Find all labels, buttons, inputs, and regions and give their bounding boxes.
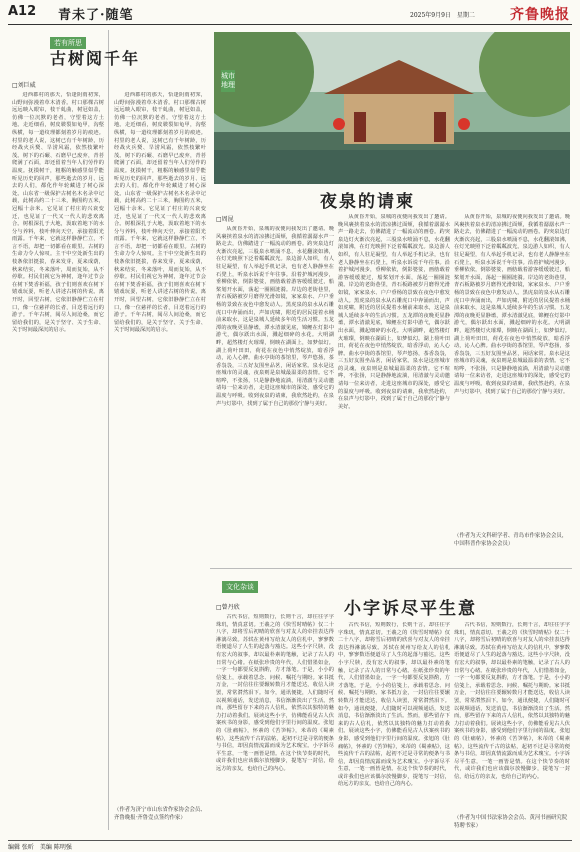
article3-body-col2: 古代书信，短则数行，长则千言，却往往字字珠玑，情真意切。王羲之的《快雪时晴帖》仅二十八字，却将雪后初晴的欣喜与对友人的牵挂表达得淋漓尽致。苏轼在黄州写给友人的信札中，寥寥数语便道尽了人生的起落与豁达。这些小字尺牍，没有宏大的叙事，却以最朴素的笔触，记录了古人的日常与心绪。在纸张珍贵的年代，人们惜墨如金，一字一句都要反复斟酌，方才落笔。于是，小小的信笺上，承载着思念、问候、嘱托与期盼。家书抵万金，一封信往往要辗转数月才能送达，收信人读罢，常常潸然泪下。如今，通讯便捷，人们随时可以视频通话，发送消息，书信渐渐淡出了生活。然而，那些留存下来的古人信札，依然以其独特的魅力打动着我们。展读这些小字，仿佛能看见古人伏案疾书的身影，感受到他们字里行间的温度。张旭的《肚痛帖》，怀素的《苦笋帖》，米芾的《蜀素帖》，这些流传千古的法帖，起初不过是寻常的便条与书信，却因真情流露而成为艺术瑰宝。小字诉尽平生意，一笔一画皆是情。在这个快节奏的时代，或许我们也应该偶尔放慢脚步，提笔写一封信，给远方的亲友，也给自己的内心。	[338, 622, 450, 788]
page-number: A12	[8, 4, 37, 19]
section-divider	[210, 568, 572, 569]
page-header	[8, 4, 572, 25]
article3-body-col3: 古代书信，短则数行，长则千言，却往往字字珠玑，情真意切。王羲之的《快雪时晴帖》仅二十八字，却将雪后初晴的欣喜与对友人的牵挂表达得淋漓尽致。苏轼在黄州写给友人的信札中，寥寥数语便道尽了人生的起落与豁达。这些小字尺牍，没有宏大的叙事，却以最朴素的笔触，记录了古人的日常与心绪。在纸张珍贵的年代，人们惜墨如金，一字一句都要反复斟酌，方才落笔。于是，小小的信笺上，承载着思念、问候、嘱托与期盼。家书抵万金，一封信往往要辗转数月才能送达，收信人读罢，常常潸然泪下。如今，通讯便捷，人们随时可以视频通话，发送消息，书信渐渐淡出了生活。然而，那些留存下来的古人信札，依然以其独特的魅力打动着我们。展读这些小字，仿佛能看见古人伏案疾书的身影，感受到他们字里行间的温度。张旭的《肚痛帖》，怀素的《苦笋帖》，米芾的《蜀素帖》，这些流传千古的法帖，起初不过是寻常的便条与书信，却因真情流露而成为艺术瑰宝。小字诉尽平生意，一笔一画皆是情。在这个快节奏的时代，或许我们也应该偶尔放慢脚步，提笔写一封信，给远方的亲友，也给自己的内心。	[454, 622, 570, 780]
newspaper-logo: 齐鲁晚报	[510, 7, 570, 23]
article2-title: 夜泉的请柬	[320, 192, 415, 212]
spring-photo	[214, 32, 570, 184]
article2-author: □周昆	[216, 216, 234, 223]
photo-tag: 城市地理	[221, 70, 235, 92]
article2-body-col1: 从黄昏开始，泉城的夜便向我发出了邀请。晚风裹挟着泉水的清凉拂过面颊，我循着潺潺水声一路走去，仿佛踏进了一幅流动的画卷。趵突泉边灯火渐次亮起，三股泉水喷涌不息，水花翻滚如沸，在灯光映照下泛着粼粼波光。泉边游人如织，有人驻足凝望，有人举起手机记录，也有老人静静坐在石凳上，听泉水诉说千年往事。沿着护城河漫步，垂柳依依，倒影婆娑，画舫载着游客缓缓驶过，船桨划开水面，荡起一圈圈涟漪。岸边的老街巷里，青石板路被岁月磨得光滑如镜，家家泉水、户户垂杨的景致在夜色中愈发动人。黑虎泉的泉水从石雕虎口中奔涌而出，声如虎啸，附近的居民提着水桶前来取水，这是泉城人延续多年的生活习惯。五龙潭的夜晚更显静谧，潭水清澈见底，锦鲤在灯影中游弋，偶尔跃出水面，溅起细碎的水花。大明湖畔，超然楼灯火璀璨，倒映在湖面上，如梦似幻。湖上荷叶田田，荷花在夜色中悄然绽放，暗香浮动，沁人心脾。曲水亭街的茶馆里，琴声悠扬，茶香袅袅，三五好友围坐品茗，闲话家常。泉水是这座城市的灵魂，夜泉则是泉城最温柔的表情。它不喧哗，不张扬，只是静静地流淌，用清澈与灵动邀请每一位来访者，走进这座城市的深处，感受它的温度与呼吸。收到夜泉的请柬，我欣然赴约，在泉声与灯影中，找到了属于自己的那份宁静与美好。	[216, 226, 334, 407]
article3-author: □曾丹欣	[216, 604, 240, 611]
article1-bio: （作者为济宁市山东省作家协会会员、齐鲁晚报·齐鲁壹点签约作家）	[114, 807, 206, 821]
article3-bio: （作者为中国书法家协会会员、黄河书画研究院特聘书家）	[454, 815, 568, 829]
article1-body-col1: 进西郡村的那天，恰逢阴雨初霁，山野间弥漫着草木清香。村口那棵古树远远映入眼帘，枝干虬曲，树冠如盖，仿佛一位沉默的老者，守望着这方土地。走近细看，树皮皲裂如龟甲，沟壑纵横，每一道纹理都刻着岁月的痕迹。村里的老人说，这树已有千年树龄，历经战火兵燹、旱涝风霜，依然枝繁叶茂。树下的石碾、石磨早已废弃，青苔爬满了石面，却还留着当年人们劳作的温度。抚摸树干，粗粝的触感里似乎能听见历史的回声，那些逝去的岁月、远去的人们，都化作年轮藏进了树心深处。山东省一级保护古树名木名录中记载，此树高约二十三米，胸围约五米，冠幅十余米。它见证了村庄的兴衰变迁，也见证了一代又一代人的悲欢离合。树根深扎于大地，汲取着地下的水分与养料，枝叶伸向天空，承接着阳光雨露。千年来，它就这样静静伫立，不言不语，却把一切都看在眼里。古树的生命力令人惊叹。主干中空处新生出的枝条依旧挺拔，春来发芽，夏来成荫，秋来结实，冬来落叶，周而复始，从不停歇。村民们视它为神树，逢年过节会在树下焚香祈福，孩子们则喜欢在树下嬉戏玩耍，听老人讲述古树的传说。离开时，回望古树，它依旧静静伫立在村口，像一位慈祥的长者，目送着远行的游子。千年古树，阅尽人间沧桑，而它留给我们的，是关于坚守、关于生命、关于时间最深沉的启示。	[12, 92, 104, 334]
page-footer: 编辑 张昕 美编 陈明强	[8, 840, 572, 851]
article2-body-col2: 从黄昏开始，泉城的夜便向我发出了邀请。晚风裹挟着泉水的清凉拂过面颊，我循着潺潺水声一路走去，仿佛踏进了一幅流动的画卷。趵突泉边灯火渐次亮起，三股泉水喷涌不息，水花翻滚如沸，在灯光映照下泛着粼粼波光。泉边游人如织，有人驻足凝望，有人举起手机记录，也有老人静静坐在石凳上，听泉水诉说千年往事。沿着护城河漫步，垂柳依依，倒影婆娑，画舫载着游客缓缓驶过，船桨划开水面，荡起一圈圈涟漪。岸边的老街巷里，青石板路被岁月磨得光滑如镜，家家泉水、户户垂杨的景致在夜色中愈发动人。黑虎泉的泉水从石雕虎口中奔涌而出，声如虎啸，附近的居民提着水桶前来取水，这是泉城人延续多年的生活习惯。五龙潭的夜晚更显静谧，潭水清澈见底，锦鲤在灯影中游弋，偶尔跃出水面，溅起细碎的水花。大明湖畔，超然楼灯火璀璨，倒映在湖面上，如梦似幻。湖上荷叶田田，荷花在夜色中悄然绽放，暗香浮动，沁人心脾。曲水亭街的茶馆里，琴声悠扬，茶香袅袅，三五好友围坐品茗，闲话家常。泉水是这座城市的灵魂，夜泉则是泉城最温柔的表情。它不喧哗，不张扬，只是静静地流淌，用清澈与灵动邀请每一位来访者，走进这座城市的深处，感受它的温度与呼吸。收到夜泉的请柬，我欣然赴约，在泉声与灯影中，找到了属于自己的那份宁静与美好。	[338, 214, 450, 410]
pavilion-photo-image	[214, 32, 570, 184]
issue-date: 2025年9月9日 星期二	[410, 12, 475, 19]
article1-author: □刘巨威	[12, 82, 36, 89]
article3-tag: 文化杂谈	[222, 574, 258, 593]
section-title: 青未了·随笔	[58, 8, 134, 23]
article3-title: 小字诉尽平生意	[344, 599, 477, 619]
article1-tag: 若有所思	[50, 30, 86, 49]
article2-body-col3: 从黄昏开始，泉城的夜便向我发出了邀请。晚风裹挟着泉水的清凉拂过面颊，我循着潺潺水声一路走去，仿佛踏进了一幅流动的画卷。趵突泉边灯火渐次亮起，三股泉水喷涌不息，水花翻滚如沸，在灯光映照下泛着粼粼波光。泉边游人如织，有人驻足凝望，有人举起手机记录，也有老人静静坐在石凳上，听泉水诉说千年往事。沿着护城河漫步，垂柳依依，倒影婆娑，画舫载着游客缓缓驶过，船桨划开水面，荡起一圈圈涟漪。岸边的老街巷里，青石板路被岁月磨得光滑如镜，家家泉水、户户垂杨的景致在夜色中愈发动人。黑虎泉的泉水从石雕虎口中奔涌而出，声如虎啸，附近的居民提着水桶前来取水，这是泉城人延续多年的生活习惯。五龙潭的夜晚更显静谧，潭水清澈见底，锦鲤在灯影中游弋，偶尔跃出水面，溅起细碎的水花。大明湖畔，超然楼灯火璀璨，倒映在湖面上，如梦似幻。湖上荷叶田田，荷花在夜色中悄然绽放，暗香浮动，沁人心脾。曲水亭街的茶馆里，琴声悠扬，茶香袅袅，三五好友围坐品茗，闲话家常。泉水是这座城市的灵魂，夜泉则是泉城最温柔的表情。它不喧哗，不张扬，只是静静地流淌，用清澈与灵动邀请每一位来访者，走进这座城市的深处，感受它的温度与呼吸。收到夜泉的请柬，我欣然赴约，在泉声与灯影中，找到了属于自己的那份宁静与美好。	[454, 214, 570, 395]
article1-body-col2: 进西郡村的那天，恰逢阴雨初霁，山野间弥漫着草木清香。村口那棵古树远远映入眼帘，枝干虬曲，树冠如盖，仿佛一位沉默的老者，守望着这方土地。走近细看，树皮皲裂如龟甲，沟壑纵横，每一道纹理都刻着岁月的痕迹。村里的老人说，这树已有千年树龄，历经战火兵燹、旱涝风霜，依然枝繁叶茂。树下的石碾、石磨早已废弃，青苔爬满了石面，却还留着当年人们劳作的温度。抚摸树干，粗粝的触感里似乎能听见历史的回声，那些逝去的岁月、远去的人们，都化作年轮藏进了树心深处。山东省一级保护古树名木名录中记载，此树高约二十三米，胸围约五米，冠幅十余米。它见证了村庄的兴衰变迁，也见证了一代又一代人的悲欢离合。树根深扎于大地，汲取着地下的水分与养料，枝叶伸向天空，承接着阳光雨露。千年来，它就这样静静伫立，不言不语，却把一切都看在眼里。古树的生命力令人惊叹。主干中空处新生出的枝条依旧挺拔，春来发芽，夏来成荫，秋来结实，冬来落叶，周而复始，从不停歇。村民们视它为神树，逢年过节会在树下焚香祈福，孩子们则喜欢在树下嬉戏玩耍，听老人讲述古树的传说。离开时，回望古树，它依旧静静伫立在村口，像一位慈祥的长者，目送着远行的游子。千年古树，阅尽人间沧桑，而它留给我们的，是关于坚守、关于生命、关于时间最深沉的启示。	[114, 92, 206, 334]
article1-title: 古树阅千年	[50, 49, 141, 68]
article2-bio: （作者为天文科研学者、青岛市作家协会会员，中国科普作家协会会员）	[454, 533, 568, 547]
article3-body-col1: 古代书信，短则数行，长则千言，却往往字字珠玑，情真意切。王羲之的《快雪时晴帖》仅二十八字，却将雪后初晴的欣喜与对友人的牵挂表达得淋漓尽致。苏轼在黄州写给友人的信札中，寥寥数语便道尽了人生的起落与豁达。这些小字尺牍，没有宏大的叙事，却以最朴素的笔触，记录了古人的日常与心绪。在纸张珍贵的年代，人们惜墨如金，一字一句都要反复斟酌，方才落笔。于是，小小的信笺上，承载着思念、问候、嘱托与期盼。家书抵万金，一封信往往要辗转数月才能送达，收信人读罢，常常潸然泪下。如今，通讯便捷，人们随时可以视频通话，发送消息，书信渐渐淡出了生活。然而，那些留存下来的古人信札，依然以其独特的魅力打动着我们。展读这些小字，仿佛能看见古人伏案疾书的身影，感受到他们字里行间的温度。张旭的《肚痛帖》，怀素的《苦笋帖》，米芾的《蜀素帖》，这些流传千古的法帖，起初不过是寻常的便条与书信，却因真情流露而成为艺术瑰宝。小字诉尽平生意，一笔一画皆是情。在这个快节奏的时代，或许我们也应该偶尔放慢脚步，提笔写一封信，给远方的亲友，也给自己的内心。	[216, 614, 334, 772]
column-divider	[108, 30, 109, 830]
